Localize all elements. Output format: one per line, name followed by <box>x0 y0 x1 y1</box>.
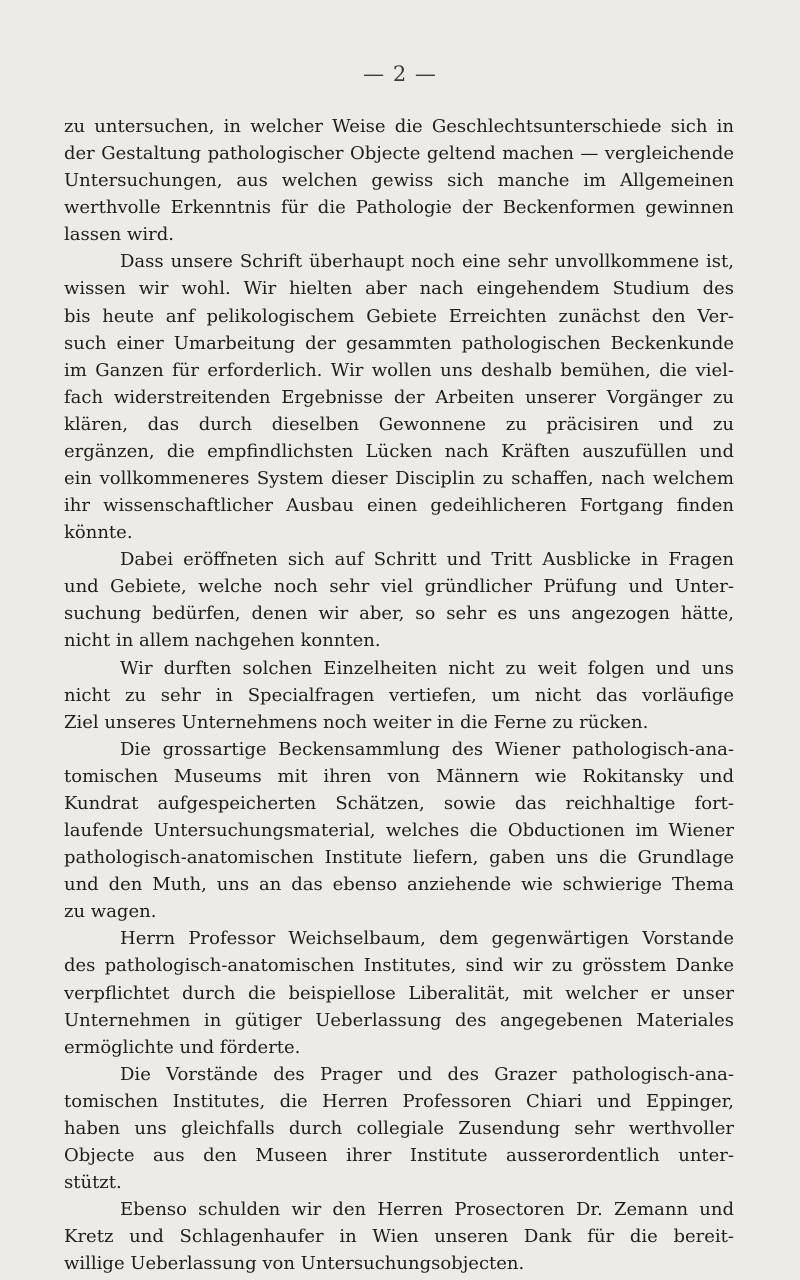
text-line: Kretz und Schlagenhaufer in Wien unseren Dank für die bereit- <box>64 1226 734 1248</box>
text-line: fach widerstreitenden Ergebnisse der Arbeiten unserer Vorgänger zu <box>64 386 734 408</box>
text-line: ein vollkommeneres System dieser Disciplin zu schaffen, nach welchem <box>64 468 734 490</box>
text-line: tomischen Museums mit ihren von Männern wie Rokitansky und <box>64 765 734 787</box>
text-line: nicht in allem nachgehen konnten. <box>64 630 381 652</box>
text-line: und Gebiete, welche noch sehr viel gründlicher Prüfung und Unter- <box>64 576 734 598</box>
text-line: ihr wissenschaftlicher Ausbau einen gedeihlicheren Fortgang finden <box>64 495 734 517</box>
text-line: könnte. <box>64 522 133 544</box>
text-line: des pathologisch-anatomischen Institutes, sind wir zu grösstem Danke <box>64 955 734 977</box>
text-line: zu untersuchen, in welcher Weise die Geschlechtsunterschiede sich in <box>64 116 734 137</box>
text-line: laufende Untersuchungsmaterial, welches die Obductionen im Wiener <box>64 820 734 842</box>
text-line: klären, das durch dieselben Gewonnene zu präcisiren und zu <box>64 413 734 435</box>
text-line: bis heute anf pelikologischem Gebiete Erreichten zunächst den Ver- <box>64 305 734 327</box>
text-line: lassen wird. <box>64 224 174 246</box>
text-line: Die grossartige Beckensammlung des Wiener pathologisch-ana- <box>120 738 734 760</box>
text-line: suchung bedürfen, denen wir aber, so sehr es uns angezogen hätte, <box>64 603 734 625</box>
text-line: willige Ueberlassung von Untersuchungsobjecten. <box>64 1253 525 1275</box>
text-line: Ebenso schulden wir den Herren Prosectoren Dr. Zemann und <box>120 1199 734 1221</box>
text-line: und den Muth, uns an das ebenso anziehende wie schwierige Thema <box>64 874 734 896</box>
text-line: Untersuchungen, aus welchen gewiss sich manche im Allgemeinen <box>64 170 734 192</box>
text-line: tomischen Institutes, die Herren Professoren Chiari und Eppinger, <box>64 1090 734 1112</box>
text-line: Unternehmen in gütiger Ueberlassung des angegebenen Materiales <box>64 1009 734 1031</box>
text-line: ermöglichte und förderte. <box>64 1036 301 1058</box>
text-line: werthvolle Erkenntnis für die Pathologie der Beckenformen gewinnen <box>64 197 734 219</box>
body-text <box>64 113 734 1277</box>
text-line: zu wagen. <box>64 901 157 923</box>
text-line: verpflichtet durch die beispiellose Liberalität, mit welcher er unser <box>64 982 734 1004</box>
text-line: Dass unsere Schrift überhaupt noch eine sehr unvollkommene ist, <box>120 251 734 273</box>
text-line: Dabei eröffneten sich auf Schritt und Tritt Ausblicke in Fragen <box>120 549 734 571</box>
text-line: Wir durften solchen Einzelheiten nicht zu weit folgen und uns <box>120 657 734 679</box>
text-line: Kundrat aufgespeicherten Schätzen, sowie das reichhaltige fort- <box>64 792 734 814</box>
page-number: — 2 — <box>363 62 437 86</box>
text-line: Ziel unseres Unternehmens noch weiter in die Ferne zu rücken. <box>64 711 649 733</box>
text-line: im Ganzen für erforderlich. Wir wollen uns deshalb bemühen, die viel- <box>64 359 734 381</box>
text-line: wissen wir wohl. Wir hielten aber nach eingehendem Studium des <box>64 278 734 300</box>
text-line: ergänzen, die empfindlichsten Lücken nach Kräften auszufüllen und <box>64 440 734 462</box>
text-line: Die Vorstände des Prager und des Grazer pathologisch-ana- <box>120 1063 734 1085</box>
text-line: haben uns gleichfalls durch collegiale Zusendung sehr werthvoller <box>64 1117 734 1139</box>
text-line: Objecte aus den Museen ihrer Institute ausserordentlich unter- <box>64 1144 734 1166</box>
text-line: Herrn Professor Weichselbaum, dem gegenwärtigen Vorstande <box>120 928 734 950</box>
text-line: stützt. <box>64 1172 122 1194</box>
text-line: such einer Umarbeitung der gesammten pathologischen Beckenkunde <box>64 332 734 354</box>
text-line: pathologisch-anatomischen Institute liefern, gaben uns die Grundlage <box>64 847 734 869</box>
text-line: nicht zu sehr in Specialfragen vertiefen, um nicht das vorläufige <box>64 684 734 706</box>
text-line: der Gestaltung pathologischer Objecte geltend machen — vergleichende <box>64 143 734 165</box>
